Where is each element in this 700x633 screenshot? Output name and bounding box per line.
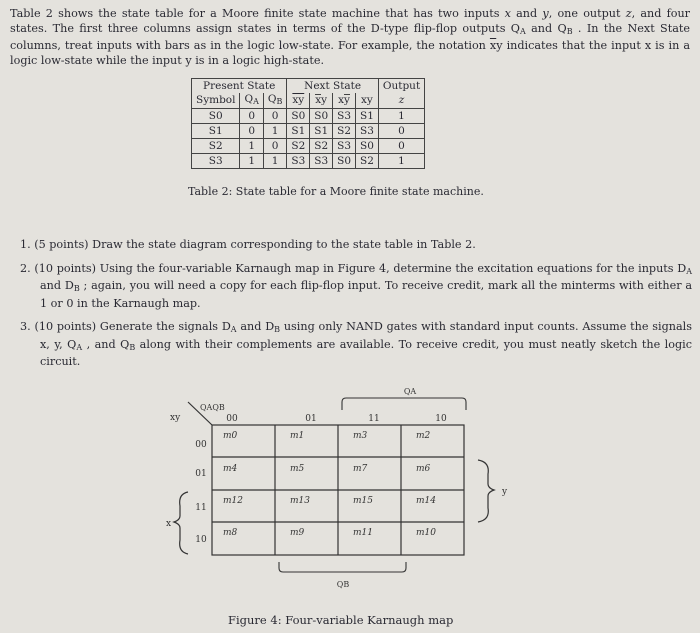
cell-symbol: S3 bbox=[192, 154, 240, 169]
table-row bbox=[192, 124, 425, 139]
cell-symbol: S1 bbox=[192, 124, 240, 139]
x-brace bbox=[174, 492, 188, 554]
figure-caption: Figure 4: Four-variable Karnaugh map bbox=[228, 613, 454, 627]
intro-text: , one output bbox=[548, 7, 626, 20]
col-label: 11 bbox=[368, 414, 380, 424]
question-text: and D bbox=[40, 279, 74, 292]
col-qa bbox=[240, 93, 263, 109]
kmap-cell: m3 bbox=[353, 431, 368, 441]
cell-qa: 0 bbox=[240, 124, 263, 139]
cell-next: S0 bbox=[333, 154, 356, 169]
question-3 bbox=[20, 320, 692, 370]
col-next-x-y: xy bbox=[356, 93, 379, 109]
kmap-row-labels bbox=[195, 440, 207, 545]
subscript: B bbox=[566, 26, 573, 36]
subscript: A bbox=[253, 97, 259, 106]
col-z-label: z bbox=[398, 94, 405, 106]
intro-text: and bbox=[510, 7, 543, 20]
var-x: x bbox=[504, 7, 511, 20]
label-qb: QB bbox=[336, 580, 350, 589]
cell-next: S2 bbox=[333, 124, 356, 139]
cell-qb: 1 bbox=[263, 124, 287, 139]
question-1 bbox=[20, 238, 692, 253]
cell-output: 1 bbox=[378, 109, 424, 124]
y-brace bbox=[478, 460, 494, 522]
table-caption: Table 2: State table for a Moore finite state machine. bbox=[188, 185, 484, 198]
kmap-cell: m0 bbox=[223, 431, 238, 441]
intro-text: . In the Next State columns, treat inputs with bars as in the logic low-state. For example, the notation bbox=[10, 21, 690, 52]
cell-next: S0 bbox=[310, 109, 333, 124]
col-qb bbox=[263, 93, 287, 109]
cell-output: 0 bbox=[378, 139, 424, 154]
header-present-state: Present State bbox=[192, 79, 287, 94]
subscript: B bbox=[129, 342, 136, 352]
subscript: B bbox=[73, 284, 80, 293]
cell-output: 0 bbox=[378, 124, 424, 139]
question-list bbox=[20, 238, 692, 379]
kmap-cell: m5 bbox=[290, 464, 305, 474]
kmap-cell: m6 bbox=[416, 464, 431, 474]
col-qa-letter: Q bbox=[244, 93, 254, 105]
subscript: A bbox=[76, 342, 83, 352]
cell-next: S2 bbox=[310, 139, 333, 154]
cell-qb: 0 bbox=[263, 109, 287, 124]
cell-qb: 0 bbox=[263, 139, 287, 154]
table-row bbox=[192, 109, 425, 124]
cell-qa: 1 bbox=[240, 139, 263, 154]
kmap-col-labels bbox=[226, 414, 447, 424]
table-row bbox=[192, 139, 425, 154]
col-next-xbar-ybar bbox=[287, 93, 310, 109]
col-label: 10 bbox=[435, 414, 447, 424]
table-row bbox=[192, 154, 425, 169]
col-next-x-ybar bbox=[333, 93, 356, 109]
label-y: y bbox=[502, 487, 508, 497]
question-text: 1. (5 points) Draw the state diagram corresponding to the state table in Table 2. bbox=[20, 238, 476, 251]
cell-next: S1 bbox=[287, 124, 310, 139]
cell-next: S2 bbox=[356, 154, 379, 169]
label-qa: QA bbox=[403, 387, 417, 396]
cell-symbol: S2 bbox=[192, 139, 240, 154]
kmap-cell: m14 bbox=[416, 496, 436, 506]
var-y: y bbox=[542, 7, 549, 20]
kmap-grid bbox=[188, 402, 464, 555]
kmap-cell: m4 bbox=[223, 464, 238, 474]
corner-qaqb: QAQB bbox=[200, 403, 225, 412]
next-col-label: xy bbox=[315, 94, 328, 106]
kmap-cell: m12 bbox=[223, 496, 243, 506]
kmap-cell: m10 bbox=[416, 528, 436, 538]
next-col-label: $\overline{xy}$ bbox=[292, 94, 305, 106]
xbar-y-notation: $\overline{x}y$ bbox=[489, 39, 503, 52]
subscript: A bbox=[230, 325, 237, 334]
col-z bbox=[378, 93, 424, 109]
kmap-cells bbox=[223, 431, 436, 538]
cell-symbol: S0 bbox=[192, 109, 240, 124]
kmap-cell: m8 bbox=[223, 528, 238, 538]
cell-next: S0 bbox=[356, 139, 379, 154]
row-label: 01 bbox=[195, 469, 207, 479]
state-table bbox=[191, 78, 425, 169]
header-output: Output bbox=[378, 79, 424, 94]
qb-bracket bbox=[279, 562, 406, 572]
label-x: x bbox=[166, 519, 172, 529]
cell-next: S3 bbox=[333, 139, 356, 154]
intro-paragraph bbox=[10, 7, 690, 68]
cell-output: 1 bbox=[378, 154, 424, 169]
intro-text: , and four states. The first three columns assign states in terms of the D-type flip-flop outputs Q bbox=[10, 7, 690, 35]
cell-qb: 1 bbox=[263, 154, 287, 169]
var-z: z bbox=[625, 7, 632, 20]
subscript: A bbox=[686, 266, 692, 276]
row-label: 00 bbox=[195, 440, 207, 450]
intro-text: indicates that the input x is in a logic low-state while the input y is in a logic high-state. bbox=[10, 39, 690, 67]
cell-next: S3 bbox=[310, 154, 333, 169]
question-text: , and Q bbox=[82, 337, 130, 351]
subscript: A bbox=[519, 26, 526, 36]
kmap-cell: m11 bbox=[353, 528, 373, 538]
question-text: and D bbox=[236, 320, 275, 333]
question-text: along with their complements are available. To receive credit, you must neatly sketch the logic circuit. bbox=[40, 337, 692, 368]
kmap-cell: m1 bbox=[290, 431, 305, 441]
cell-next: S3 bbox=[287, 154, 310, 169]
cell-next: S1 bbox=[356, 109, 379, 124]
question-text: 2. (10 points) Using the four-variable Karnaugh map in Figure 4, determine the excitation equations for the inputs D bbox=[20, 261, 687, 275]
qa-bracket bbox=[342, 398, 466, 410]
cell-qa: 1 bbox=[240, 154, 263, 169]
question-2 bbox=[20, 262, 692, 312]
cell-next: S1 bbox=[310, 124, 333, 139]
col-qb-letter: Q bbox=[267, 93, 277, 105]
question-text: using only NAND gates with standard input counts. Assume the signals x, y, Q bbox=[40, 320, 692, 351]
cell-next: S0 bbox=[287, 109, 310, 124]
cell-next: S2 bbox=[287, 139, 310, 154]
kmap-cell: m13 bbox=[290, 496, 310, 506]
header-next-state: Next State bbox=[287, 79, 379, 94]
question-text: ; again, you will need a copy for each flip-flop input. To receive credit, mark all the minterms with either a 1 or 0 in the Karnaugh map. bbox=[40, 279, 693, 310]
kmap-cell: m7 bbox=[353, 464, 368, 474]
subscript: B bbox=[274, 325, 281, 334]
col-next-xbar-y bbox=[310, 93, 333, 109]
intro-text: and Q bbox=[525, 21, 567, 35]
corner-xy: xy bbox=[170, 413, 181, 423]
kmap-cell: m9 bbox=[290, 528, 305, 538]
intro-text: Table 2 shows the state table for a Moore finite state machine that has two inputs bbox=[10, 7, 505, 20]
col-symbol: Symbol bbox=[192, 93, 240, 109]
question-text: 3. (10 points) Generate the signals D bbox=[20, 320, 231, 333]
col-label: 00 bbox=[226, 414, 238, 424]
col-label: 01 bbox=[305, 414, 317, 424]
row-label: 10 bbox=[195, 535, 207, 545]
cell-next: S3 bbox=[333, 109, 356, 124]
row-label: 11 bbox=[195, 503, 207, 513]
cell-next: S3 bbox=[356, 124, 379, 139]
cell-qa: 0 bbox=[240, 109, 263, 124]
kmap-cell: m15 bbox=[353, 496, 373, 506]
subscript: B bbox=[276, 97, 283, 106]
kmap-cell: m2 bbox=[416, 431, 431, 441]
next-col-label: xy bbox=[338, 94, 350, 106]
